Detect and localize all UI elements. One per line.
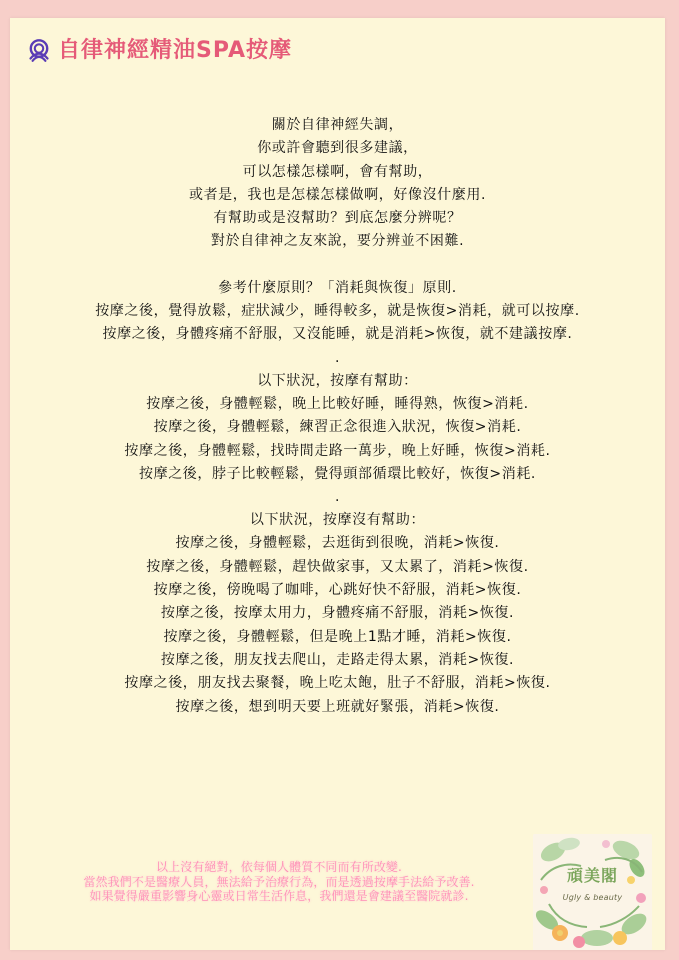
text-line: 按摩之後，覺得放鬆，症狀減少，睡得較多，就是恢復>消耗，就可以按摩. <box>95 303 580 320</box>
text-line: 你或許會聽到很多建議， <box>257 140 418 157</box>
separator-dot: . <box>334 489 341 506</box>
lotus-logo-icon <box>24 36 54 66</box>
not-helpful-item: 按摩之後，身體輕鬆，趕快做家事，又太累了，消耗>恢復. <box>146 558 529 575</box>
text-line: 對於自律神之友來說，要分辨並不困難. <box>210 233 465 250</box>
not-helpful-item: 按摩之後，身體輕鬆，但是晚上1點才睡，消耗>恢復. <box>163 628 512 645</box>
section-heading-not-helpful: 以下狀況，按摩沒有幫助： <box>249 512 426 529</box>
not-helpful-item: 按摩之後，按摩太用力，身體疼痛不舒服，消耗>恢復. <box>160 605 515 622</box>
text-line: 關於自律神經失調， <box>271 117 404 133</box>
not-helpful-item: 按摩之後，朋友找去爬山，走路走得太累，消耗>恢復. <box>160 651 515 668</box>
main-content <box>10 114 665 719</box>
separator-dot: . <box>334 349 341 366</box>
helpful-item: 按摩之後，身體輕鬆，找時間走路一萬步，晚上好睡，恢復>消耗. <box>124 442 551 459</box>
page-sheet <box>10 18 665 950</box>
brand-name: 頑美閣 <box>566 866 618 885</box>
helpful-item: 按摩之後，脖子比較輕鬆，覺得頭部循環比較好，恢復>消耗. <box>139 465 536 482</box>
footer-notes <box>27 860 531 904</box>
not-helpful-item: 按摩之後，想到明天要上班就好緊張，消耗>恢復. <box>175 698 500 715</box>
floral-wreath-icon <box>533 834 652 950</box>
footer-note: 以上沒有絕對，依每個人體質不同而有所改變. <box>156 860 402 874</box>
spacer <box>10 254 665 277</box>
brand-subtitle: Ugly & beauty <box>562 893 623 902</box>
text-line: 或者是，我也是怎樣怎樣做啊，好像沒什麼用. <box>188 186 487 203</box>
not-helpful-item: 按摩之後，朋友找去聚餐，晚上吃太飽，肚子不舒服，消耗>恢復. <box>124 675 551 692</box>
helpful-item: 按摩之後，身體輕鬆，練習正念很進入狀況，恢復>消耗. <box>153 419 522 436</box>
footer-note: 如果覺得嚴重影響身心靈或日常生活作息，我們還是會建議至醫院就診. <box>89 889 469 903</box>
footer-note: 當然我們不是醫療人員，無法給予治療行為，而是透過按摩手法給予改善. <box>83 874 475 889</box>
text-line: 有幫助或是沒幫助？到底怎麼分辨呢？ <box>213 210 462 227</box>
helpful-item: 按摩之後，身體輕鬆，晚上比較好睡，睡得熟，恢復>消耗. <box>146 395 529 412</box>
not-helpful-item: 按摩之後，身體輕鬆，去逛街到很晚，消耗>恢復. <box>175 535 500 552</box>
not-helpful-item: 按摩之後，傍晚喝了咖啡，心跳好快不舒服，消耗>恢復. <box>153 582 522 599</box>
header <box>24 34 292 68</box>
section-heading-helpful: 以下狀況，按摩有幫助： <box>257 372 418 389</box>
text-line: 參考什麼原則？「消耗與恢復」原則. <box>218 279 457 296</box>
text-line: 可以怎樣怎樣啊，會有幫助， <box>242 163 433 180</box>
page-title: 自律神經精油SPA按摩 <box>58 38 292 63</box>
text-line: 按摩之後，身體疼痛不舒服，又沒能睡，就是消耗>恢復，就不建議按摩. <box>102 326 573 343</box>
brand-badge <box>533 834 652 950</box>
